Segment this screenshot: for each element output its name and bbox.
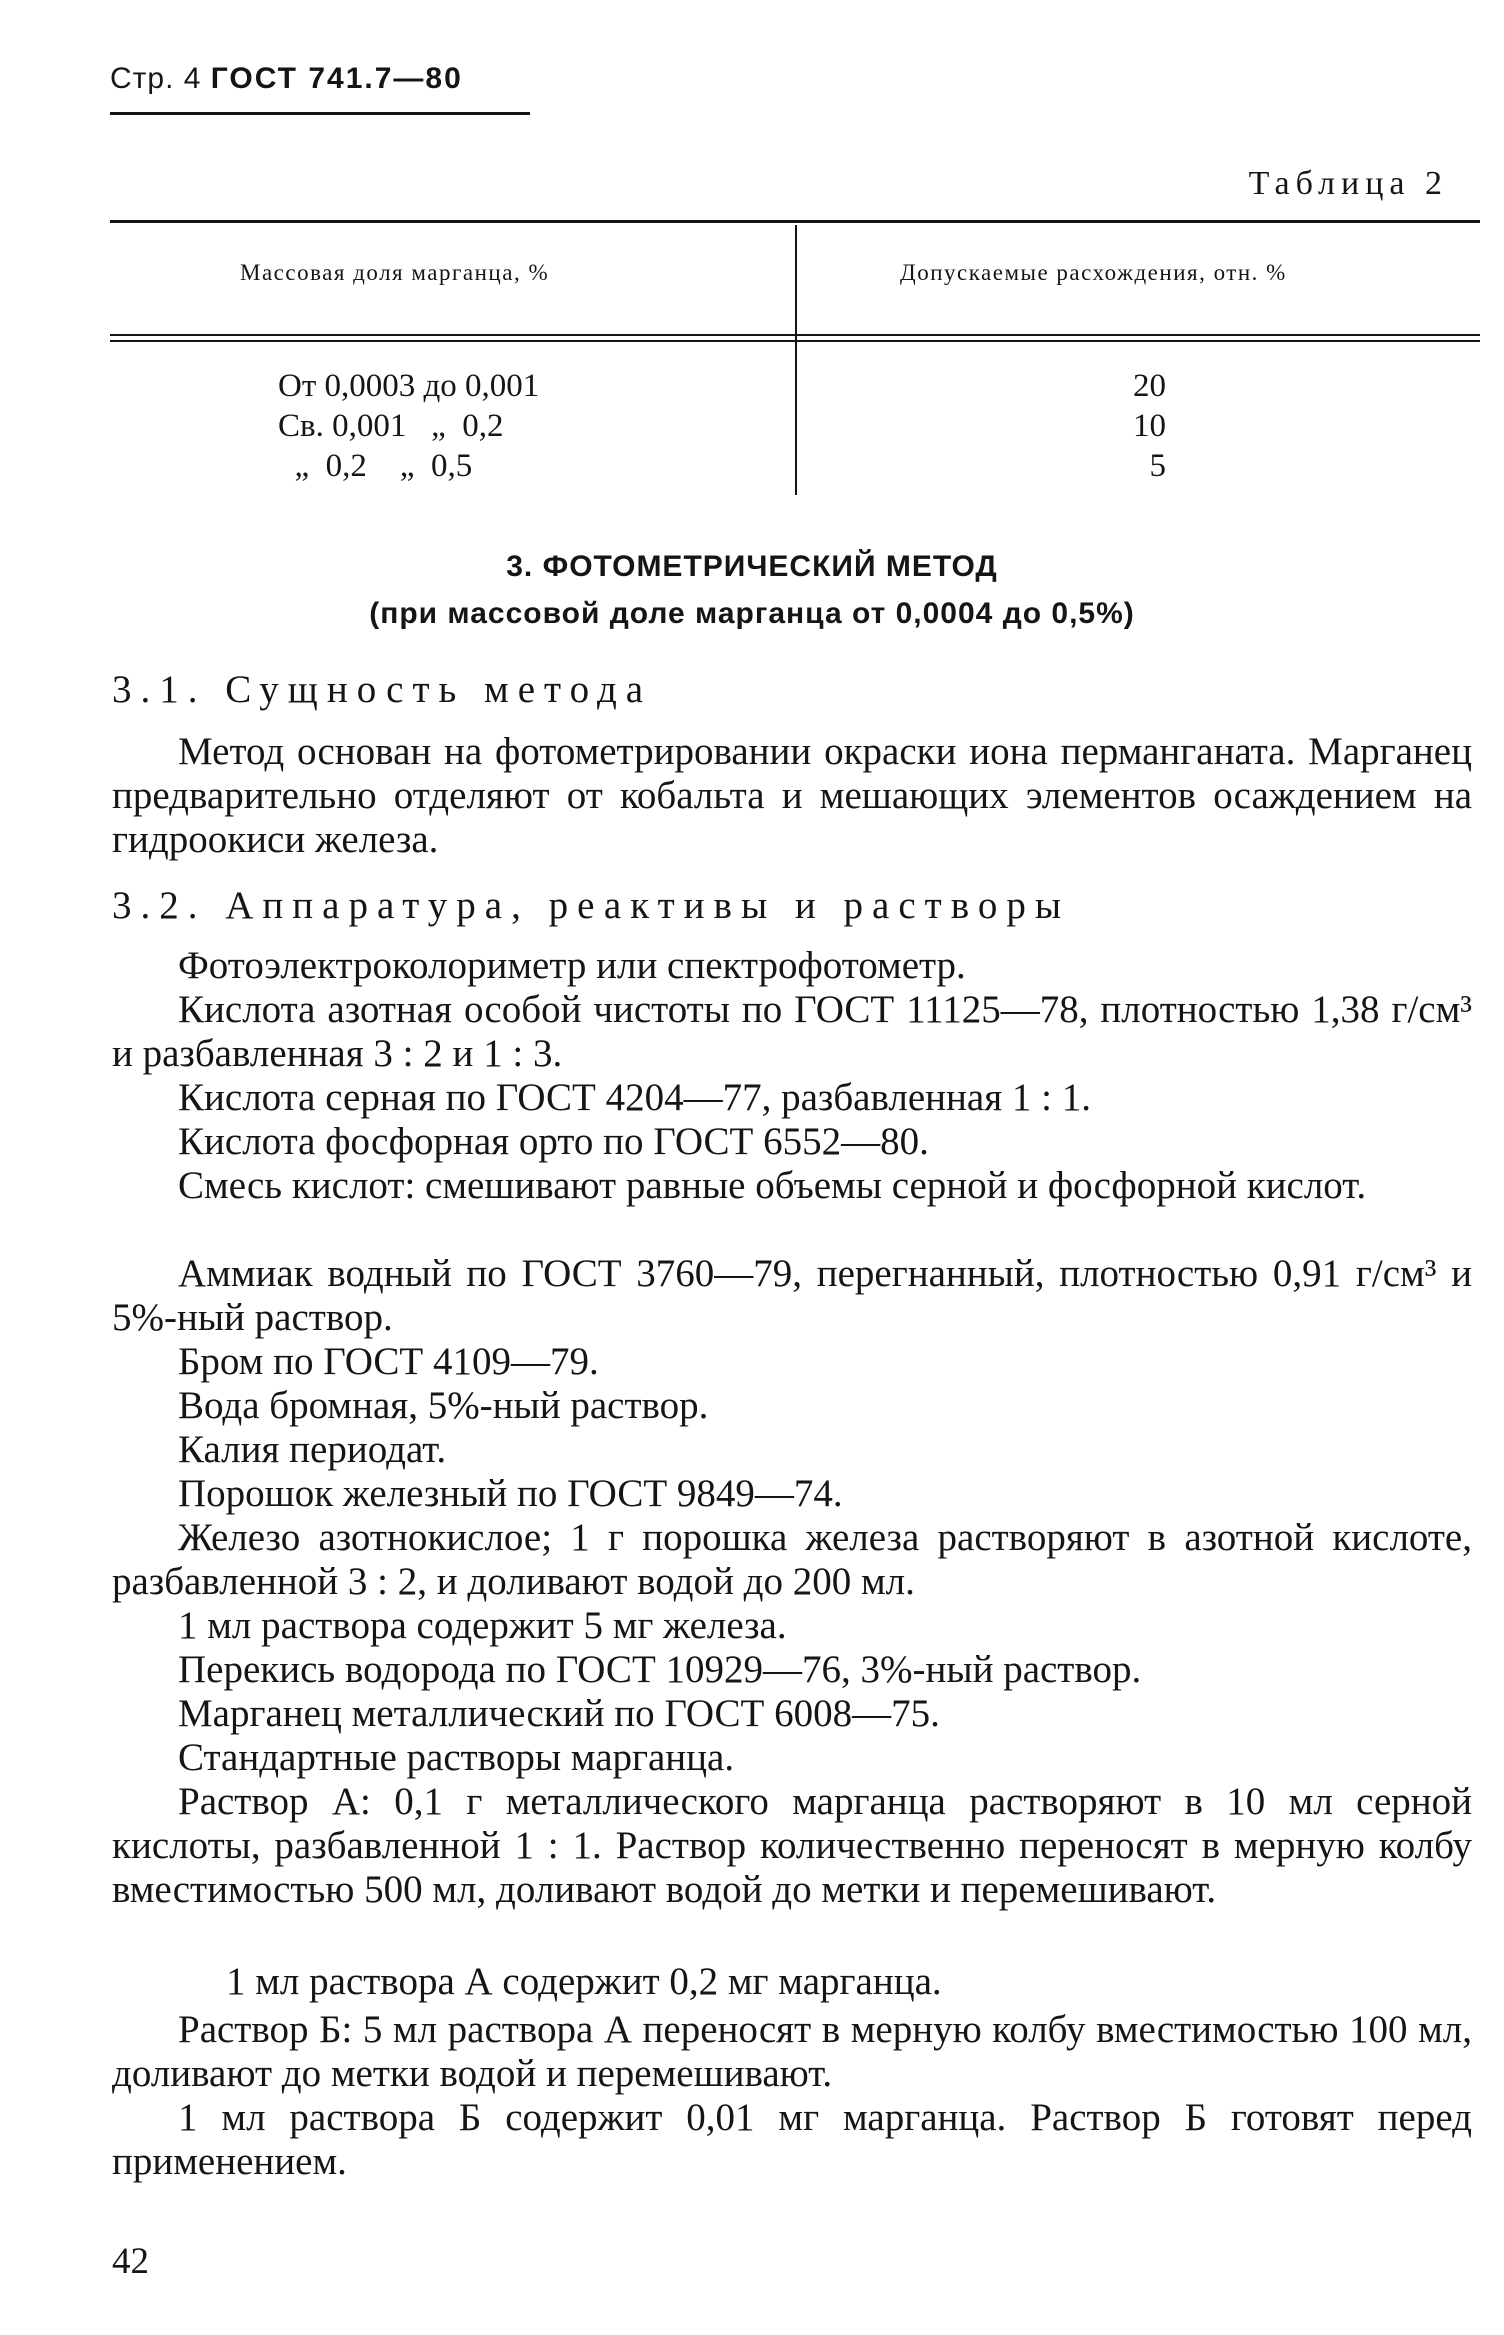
table-header-tolerance: Допускаемые расхождения, отн. %: [900, 260, 1287, 285]
table-cell: 10: [1133, 408, 1166, 444]
list-item: Калия периодат.: [178, 1428, 447, 1471]
section-title: 3. ФОТОМЕТРИЧЕСКИЙ МЕТОД: [506, 550, 998, 583]
page-label: Стр. 4: [110, 62, 202, 95]
standard-code: ГОСТ 741.7—80: [210, 62, 463, 95]
table-cell: 5: [1149, 448, 1166, 484]
list-item: 1 мл раствора содержит 5 мг железа.: [178, 1604, 787, 1647]
list-item: Бром по ГОСТ 4109—79.: [178, 1340, 599, 1383]
section-subtitle: (при массовой доле марганца от 0,0004 до 0,5%): [369, 597, 1135, 630]
solution-b-paragraph: Раствор Б: 5 мл раствора А переносят в мерную колбу вместимостью 100 мл, доливают до метки водой и перемешивают.: [112, 2008, 1472, 2095]
page-header: [110, 62, 463, 96]
list-item: Железо азотнокислое; 1 г порошка железа растворяют в азотной кислоте, разбавленной 3 : 2, и доливают водой до 200 мл.: [112, 1516, 1472, 1603]
table-header-mass-fraction: Массовая доля марганца, %: [240, 260, 550, 285]
table-top-rule: [110, 220, 1480, 223]
list-item: 1 мл раствора Б содержит 0,01 мг марганца. Раствор Б готовят перед применением.: [112, 2096, 1472, 2183]
table-caption: Таблица 2: [1248, 165, 1448, 202]
solution-a-paragraph: Раствор А: 0,1 г металлического марганца растворяют в 10 мл серной кислоты, разбавленной 1 : 1. Раствор количественно переносят в мерную колбу вместимостью 500 мл, доливают водой до метки и перемешивают.: [112, 1780, 1472, 1911]
subsection-heading-3-1: 3.1. Сущность метода: [112, 668, 653, 711]
list-item: Стандартные растворы марганца.: [178, 1736, 735, 1779]
list-item: Аммиак водный по ГОСТ 3760—79, перегнанный, плотностью 0,91 г/см³ и 5%-ный раствор.: [112, 1252, 1472, 1339]
table-column-divider: [795, 225, 797, 495]
list-item: 1 мл раствора А содержит 0,2 мг марганца.: [226, 1960, 942, 2003]
method-essence-paragraph: Метод основан на фотометрировании окраски иона перманганата. Марганец предварительно отделяют от кобальта и мешающих элементов осаждением на гидроокиси железа.: [112, 730, 1472, 861]
table-cell: От 0,0003 до 0,001: [278, 368, 540, 404]
list-item: Смесь кислот: смешивают равные объемы серной и фосфорной кислот.: [178, 1164, 1367, 1207]
table-column-ranges: [278, 366, 539, 486]
table-cell: 20: [1133, 368, 1166, 404]
list-item: Марганец металлический по ГОСТ 6008—75.: [178, 1692, 940, 1735]
page-number: 42: [112, 2241, 149, 2282]
table-cell: Св. 0,001 „ 0,2: [278, 408, 504, 444]
table-header-rule-2: [110, 340, 1480, 342]
list-item: Кислота азотная особой чистоты по ГОСТ 11125—78, плотностью 1,38 г/см³ и разбавленная 3 : 2 и 1 : 3.: [112, 988, 1472, 1075]
table-column-values: [1126, 366, 1166, 486]
list-item: Кислота фосфорная орто по ГОСТ 6552—80.: [178, 1120, 929, 1163]
list-item: Фотоэлектроколориметр или спектрофотометр.: [178, 944, 966, 987]
header-rule: [110, 112, 530, 115]
table-cell: „ 0,2 „ 0,5: [278, 448, 473, 484]
list-item: Кислота серная по ГОСТ 4204—77, разбавленная 1 : 1.: [178, 1076, 1091, 1119]
list-item: Перекись водорода по ГОСТ 10929—76, 3%-ный раствор.: [178, 1648, 1142, 1691]
list-item: Вода бромная, 5%-ный раствор.: [178, 1384, 709, 1427]
list-item: Порошок железный по ГОСТ 9849—74.: [178, 1472, 843, 1515]
table-header-rule-1: [110, 334, 1480, 336]
subsection-heading-3-2: 3.2. Аппаратура, реактивы и растворы: [112, 884, 1071, 927]
